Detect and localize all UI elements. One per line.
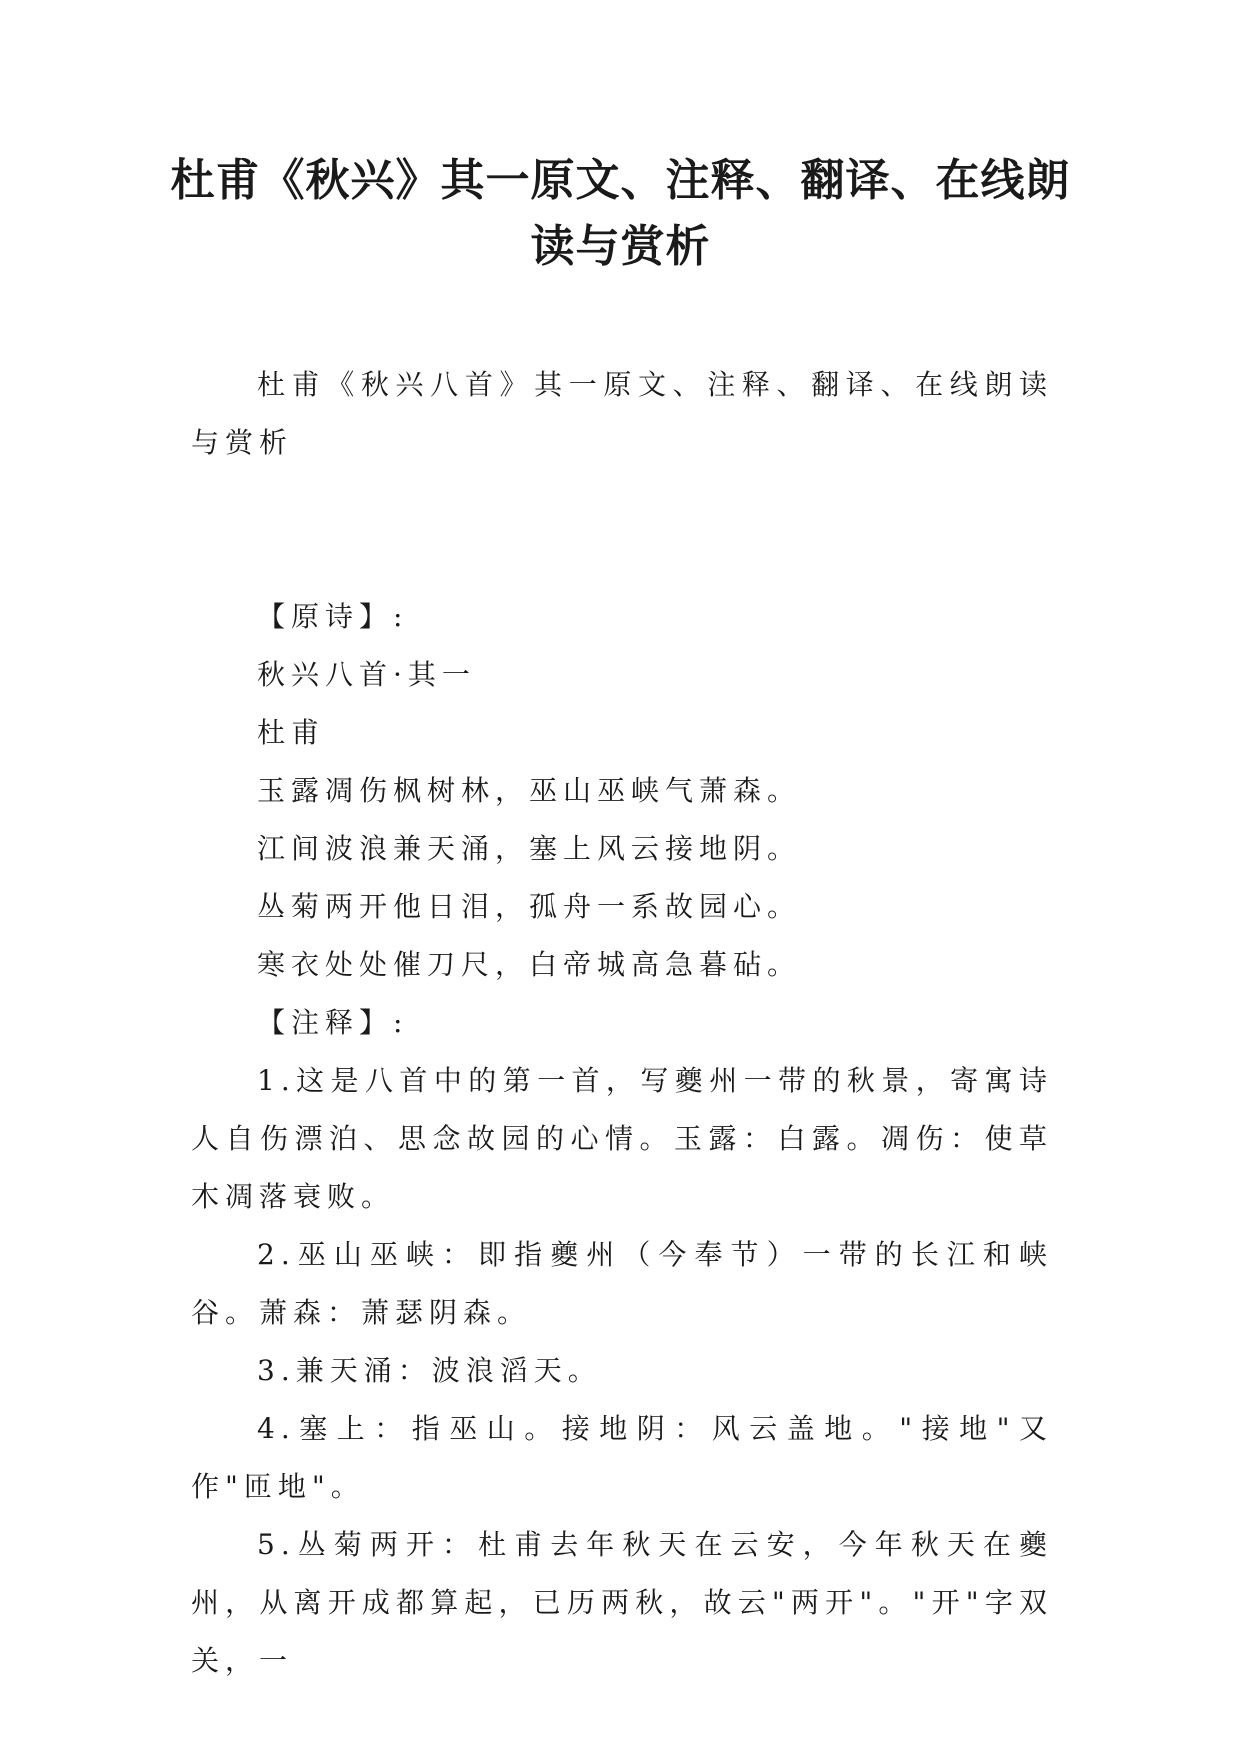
blank-line bbox=[191, 472, 1053, 530]
poem-line: 玉露凋伤枫树林，巫山巫峡气萧森。 bbox=[257, 774, 802, 807]
poem-line: 寒衣处处催刀尺，白帝城高急暮砧。 bbox=[257, 948, 802, 981]
note-item: 4.塞上：指巫山。接地阴：风云盖地。"接地"又作"匝地"。 bbox=[191, 1412, 1053, 1503]
notes-heading: 【注释】: bbox=[257, 1006, 409, 1039]
poem-author: 杜甫 bbox=[257, 716, 326, 749]
blank-line bbox=[191, 530, 1053, 588]
note-item: 3.兼天涌：波浪滔天。 bbox=[257, 1354, 602, 1387]
poem-line: 江间波浪兼天涌，塞上风云接地阴。 bbox=[257, 832, 802, 865]
document-body bbox=[191, 356, 1053, 1690]
poem-heading: 【原诗】: bbox=[257, 600, 409, 633]
intro-paragraph: 杜甫《秋兴八首》其一原文、注释、翻译、在线朗读与赏析 bbox=[191, 368, 1053, 459]
poem-line: 丛菊两开他日泪，孤舟一系故园心。 bbox=[257, 890, 802, 923]
note-item: 5.丛菊两开：杜甫去年秋天在云安，今年秋天在夔州，从离开成都算起，已历两秋，故云"两开"。"开"字双关，一 bbox=[191, 1528, 1053, 1677]
note-item: 2.巫山巫峡：即指夔州（今奉节）一带的长江和峡谷。萧森：萧瑟阴森。 bbox=[191, 1238, 1053, 1329]
note-item: 1.这是八首中的第一首，写夔州一带的秋景，寄寓诗人自伤漂泊、思念故园的心情。玉露：白露。凋伤：使草木凋落衰败。 bbox=[191, 1064, 1053, 1213]
poem-title: 秋兴八首·其一 bbox=[257, 658, 476, 691]
document-title: 杜甫《秋兴》其一原文、注释、翻译、在线朗读与赏析 bbox=[170, 155, 1071, 272]
